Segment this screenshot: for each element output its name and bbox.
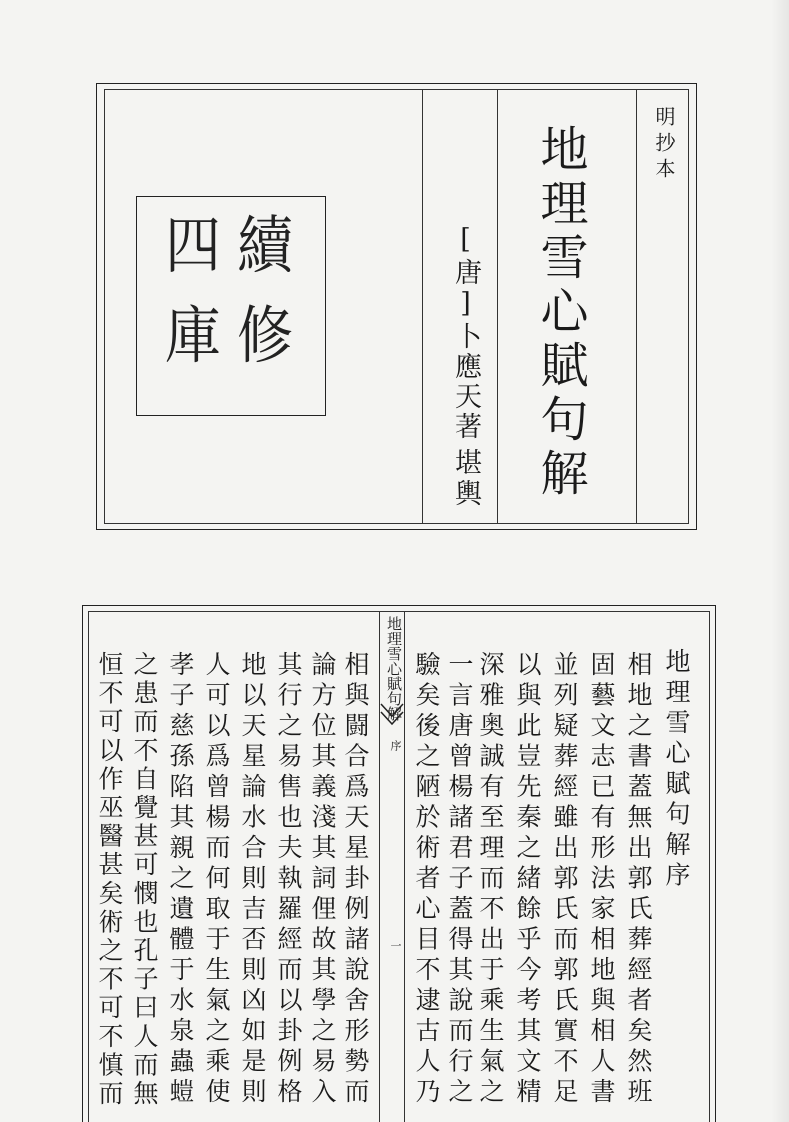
- text-column: 深雅奥誠有至理而不出于乘生氣之: [476, 651, 505, 1109]
- text-column: 人可以爲曾楊而何取于生氣之乘使: [202, 651, 231, 1109]
- text-column: 一言唐曾楊諸君子蓋得其說而行之: [445, 651, 474, 1109]
- book-title: 地理雪心賦句解: [532, 124, 588, 502]
- category-label: 堪輿: [450, 448, 481, 510]
- seal-char: 庫: [165, 300, 221, 373]
- page-edge-shadow: [771, 0, 789, 1122]
- dynasty-tag: [唐]: [450, 224, 481, 322]
- seal-char: 修: [237, 300, 293, 373]
- preface-heading: 地理雪心賦句解序: [662, 648, 691, 892]
- text-column: 相與闘合爲天星卦例諸說舍形勢而: [341, 651, 370, 1109]
- text-column: 地以天星論水合則吉否則凶如是則: [238, 651, 267, 1109]
- text-column: 以與此豈先秦之緒餘乎今考其文精: [513, 651, 542, 1109]
- banxin-title: 地理雪心賦句解: [385, 616, 403, 721]
- text-column: 論方位其義淺其詞俚故其學之易入: [308, 651, 337, 1109]
- author-line: [446, 224, 485, 442]
- text-column: 之患而不自覺甚可憫也孔子曰人而無: [130, 651, 159, 1109]
- title-divider-edition: [636, 89, 637, 524]
- fishtail-mark: [380, 702, 404, 732]
- edition-label: 明抄本: [652, 106, 676, 184]
- seal-char: 續: [237, 210, 293, 283]
- author-name: 卜應天著: [450, 322, 481, 442]
- text-column: 相地之書蓋無出郭氏葬經者矣然班: [624, 651, 653, 1109]
- collection-seal: [136, 196, 326, 416]
- title-divider-seal: [422, 89, 423, 524]
- text-column: 並列疑葬經雖出郭氏而郭氏實不足: [550, 651, 579, 1109]
- seal-char: 四: [165, 210, 221, 283]
- text-column: 恒不可以作巫醫甚矣術之不可不慎而: [95, 651, 124, 1109]
- text-column: 孝子慈孫陷其親之遺體于水泉蟲螘: [166, 651, 195, 1109]
- text-column: 驗矣後之陋於術者心目不逮古人乃: [412, 651, 441, 1109]
- banxin-section: 序: [389, 740, 402, 751]
- text-column: 其行之易售也夫執羅經而以卦例格: [274, 651, 303, 1109]
- banxin-page-number: 一: [389, 940, 402, 951]
- text-column: 固藝文志已有形法家相地與相人書: [587, 651, 616, 1109]
- title-divider-author: [497, 89, 498, 524]
